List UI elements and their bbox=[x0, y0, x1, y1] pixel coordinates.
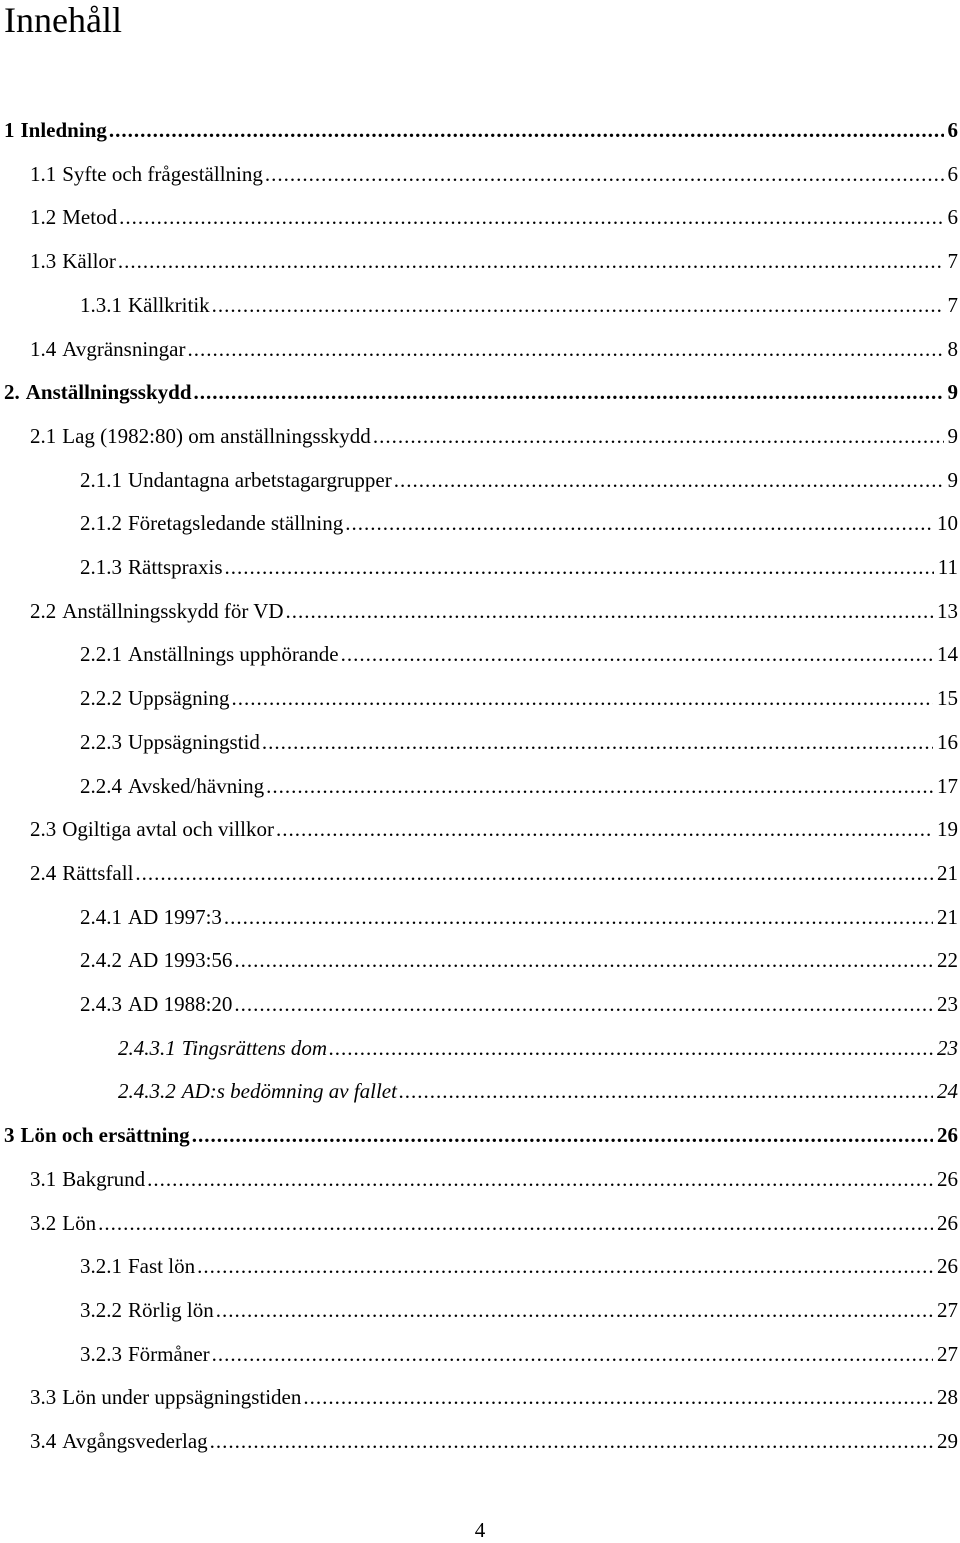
toc-entry-number: 2.2 bbox=[30, 598, 57, 623]
toc-entry-label: Inledning bbox=[20, 118, 107, 142]
toc-entry-page: 8 bbox=[947, 336, 958, 361]
toc-entry-page: 29 bbox=[937, 1429, 958, 1453]
toc-entry-number: 2.3 bbox=[30, 817, 57, 842]
toc-entry-page: 27 bbox=[937, 1297, 958, 1322]
toc-entry[interactable] bbox=[0, 1201, 960, 1245]
toc-entry-label: Källor bbox=[62, 249, 116, 274]
toc-entry[interactable] bbox=[0, 1288, 960, 1332]
toc-entry-page: 19 bbox=[937, 817, 958, 842]
toc-entry-page: 26 bbox=[937, 1123, 958, 1148]
toc-entry-page: 26 bbox=[937, 1166, 958, 1191]
toc-dot-leader bbox=[197, 1244, 933, 1288]
toc-dot-leader bbox=[225, 545, 934, 589]
toc-dot-leader bbox=[265, 152, 944, 196]
toc-entry-label: Anställningsskydd för VD bbox=[62, 598, 284, 623]
toc-entry[interactable] bbox=[0, 676, 960, 720]
toc-dot-leader bbox=[234, 982, 933, 1026]
toc-entry[interactable] bbox=[0, 938, 960, 982]
toc-entry-page: 9 bbox=[947, 380, 958, 405]
toc-entry-number: 2.1.2 bbox=[80, 511, 122, 536]
toc-dot-leader bbox=[216, 1288, 933, 1332]
toc-entry-page: 17 bbox=[937, 773, 958, 798]
toc-dot-leader bbox=[224, 895, 933, 939]
toc-entry-page: 28 bbox=[937, 1385, 958, 1410]
toc-dot-leader bbox=[210, 1419, 933, 1463]
page-number: 4 bbox=[474, 1518, 486, 1542]
toc-entry-page: 24 bbox=[937, 1079, 958, 1104]
toc-dot-leader bbox=[394, 458, 944, 502]
toc-dot-leader bbox=[147, 1157, 933, 1201]
toc-entry-page: 7 bbox=[947, 292, 958, 317]
toc-entry[interactable] bbox=[0, 1113, 960, 1157]
toc-entry[interactable] bbox=[0, 108, 960, 152]
toc-entry[interactable] bbox=[0, 589, 960, 633]
toc-dot-leader bbox=[303, 1375, 933, 1419]
toc-entry-label: Avgångsvederlag bbox=[62, 1429, 208, 1453]
toc-entry[interactable] bbox=[0, 764, 960, 808]
toc-dot-leader bbox=[232, 676, 934, 720]
toc-entry-label: Uppsägning bbox=[128, 686, 230, 711]
toc-entry-label: Lön och ersättning bbox=[20, 1123, 190, 1148]
toc-entry-number: 2.4.3 bbox=[80, 992, 122, 1016]
toc-entry-page: 6 bbox=[947, 205, 958, 230]
toc-entry-page: 26 bbox=[937, 1254, 958, 1279]
toc-dot-leader bbox=[399, 1069, 933, 1113]
page-title: Innehåll bbox=[4, 0, 122, 40]
toc-entry-number: 1.3 bbox=[30, 249, 57, 274]
toc-entry-number: 3.4 bbox=[30, 1429, 57, 1453]
toc-entry-page: 13 bbox=[937, 598, 958, 623]
toc-entry-label: Uppsägningstid bbox=[128, 729, 260, 754]
toc-entry-number: 2.2.4 bbox=[80, 773, 122, 798]
toc-entry-label: Lön bbox=[62, 1210, 97, 1235]
toc-dot-leader bbox=[262, 720, 933, 764]
toc-entry-number: 2.2.1 bbox=[80, 642, 122, 667]
toc-entry-label: Anställnings upphörande bbox=[128, 642, 339, 667]
toc-entry[interactable] bbox=[0, 632, 960, 676]
toc-entry-label: Lag (1982:80) om anställningsskydd bbox=[62, 423, 371, 448]
toc-entry-label: AD 1988:20 bbox=[128, 992, 233, 1016]
toc-entry-page: 16 bbox=[937, 729, 958, 754]
toc-entry[interactable] bbox=[0, 414, 960, 458]
toc-entry-label: AD 1993:56 bbox=[128, 948, 233, 973]
toc-entry-page: 10 bbox=[937, 511, 958, 536]
toc-entry-label: Ogiltiga avtal och villkor bbox=[62, 817, 274, 842]
toc-entry-label: Företagsledande ställning bbox=[128, 511, 344, 536]
toc-entry-label: Förmåner bbox=[128, 1341, 210, 1366]
toc-entry-label: Metod bbox=[62, 205, 118, 230]
toc-dot-leader bbox=[119, 195, 943, 239]
toc-entry-number: 2.1.3 bbox=[80, 555, 122, 579]
toc-entry[interactable] bbox=[0, 807, 960, 851]
toc-dot-leader bbox=[192, 1113, 933, 1157]
toc-entry-page: 6 bbox=[947, 118, 958, 142]
toc-entry[interactable] bbox=[0, 1244, 960, 1288]
toc-entry-number: 1.3.1 bbox=[80, 292, 122, 317]
toc-dot-leader bbox=[98, 1201, 933, 1245]
toc-entry-page: 23 bbox=[937, 992, 958, 1016]
toc-entry-number: 2.1 bbox=[30, 423, 57, 448]
toc-dot-leader bbox=[109, 108, 944, 152]
toc-entry-number: 2.1.1 bbox=[80, 467, 122, 492]
toc-entry-label: Rättsfall bbox=[62, 860, 134, 885]
toc-entry[interactable] bbox=[0, 1069, 960, 1113]
toc-entry[interactable] bbox=[0, 1419, 960, 1463]
toc-entry[interactable] bbox=[0, 501, 960, 545]
toc-entry-number: 2.4.3.1 bbox=[118, 1035, 176, 1060]
toc-entry-page: 7 bbox=[947, 249, 958, 274]
toc-dot-leader bbox=[373, 414, 944, 458]
toc-entry-number: 3.2.1 bbox=[80, 1254, 122, 1279]
toc-entry-page: 14 bbox=[937, 642, 958, 667]
toc-entry-label: Lön under uppsägningstiden bbox=[62, 1385, 302, 1410]
toc-entry[interactable] bbox=[0, 545, 960, 589]
toc-entry-number: 3.2.2 bbox=[80, 1297, 122, 1322]
toc-entry-page: 26 bbox=[937, 1210, 958, 1235]
toc-entry[interactable] bbox=[0, 982, 960, 1026]
toc-entry-label: Anställningsskydd bbox=[25, 380, 192, 405]
toc-entry-number: 2.4.1 bbox=[80, 904, 122, 929]
toc-entry-page: 9 bbox=[947, 423, 958, 448]
toc-entry-number: 2. bbox=[4, 380, 20, 405]
toc-dot-leader bbox=[188, 327, 944, 371]
toc-entry-page: 27 bbox=[937, 1341, 958, 1366]
toc-entry-label: Avgränsningar bbox=[62, 336, 186, 361]
toc-entry-number: 1.4 bbox=[30, 336, 57, 361]
toc-entry-page: 21 bbox=[937, 860, 958, 885]
toc-entry[interactable] bbox=[0, 851, 960, 895]
toc-dot-leader bbox=[276, 807, 933, 851]
toc-entry-number: 3.2 bbox=[30, 1210, 57, 1235]
toc-entry-number: 2.2.3 bbox=[80, 729, 122, 754]
toc-entry-number: 1.1 bbox=[30, 161, 57, 186]
toc-entry-label: Undantagna arbetstagargrupper bbox=[128, 467, 392, 492]
toc-dot-leader bbox=[286, 589, 933, 633]
toc-entry-label: Rörlig lön bbox=[128, 1297, 214, 1322]
toc-entry-label: Källkritik bbox=[128, 292, 210, 317]
toc-entry-number: 3.3 bbox=[30, 1385, 57, 1410]
toc-entry[interactable] bbox=[0, 1332, 960, 1376]
toc-entry-page: 6 bbox=[947, 161, 958, 186]
toc-entry-label: Syfte och frågeställning bbox=[62, 161, 263, 186]
toc-entry[interactable] bbox=[0, 720, 960, 764]
toc-entry-number: 1.2 bbox=[30, 205, 57, 230]
toc-entry[interactable] bbox=[0, 239, 960, 283]
toc-dot-leader bbox=[135, 851, 933, 895]
toc-entry-page: 11 bbox=[937, 555, 958, 579]
toc-dot-leader bbox=[329, 1026, 933, 1070]
toc-entry-page: 15 bbox=[937, 686, 958, 711]
toc-dot-leader bbox=[234, 938, 933, 982]
toc-entry-number: 3 bbox=[4, 1123, 15, 1148]
toc-entry-label: Rättspraxis bbox=[128, 555, 223, 579]
toc-entry-label: Bakgrund bbox=[62, 1166, 146, 1191]
toc-entry-number: 3.1 bbox=[30, 1166, 57, 1191]
toc-entry[interactable] bbox=[0, 1375, 960, 1419]
toc-entry-number: 2.4.2 bbox=[80, 948, 122, 973]
toc-dot-leader bbox=[341, 632, 933, 676]
toc-entry[interactable] bbox=[0, 152, 960, 196]
toc-entry-number: 2.2.2 bbox=[80, 686, 122, 711]
toc-entry-label: Fast lön bbox=[128, 1254, 196, 1279]
toc-entry[interactable] bbox=[0, 895, 960, 939]
toc-entry[interactable] bbox=[0, 458, 960, 502]
toc-entry-page: 9 bbox=[947, 467, 958, 492]
toc-dot-leader bbox=[266, 764, 933, 808]
toc-entry-page: 22 bbox=[937, 948, 958, 973]
toc-entry-label: Avsked/hävning bbox=[128, 773, 265, 798]
toc-entry-number: 2.4 bbox=[30, 860, 57, 885]
toc-entry-number: 3.2.3 bbox=[80, 1341, 122, 1366]
toc-dot-leader bbox=[194, 370, 944, 414]
toc-entry[interactable] bbox=[0, 1026, 960, 1070]
toc-dot-leader bbox=[212, 283, 944, 327]
toc-entry[interactable] bbox=[0, 370, 960, 414]
toc-entry[interactable] bbox=[0, 327, 960, 371]
toc-entry-page: 23 bbox=[937, 1035, 958, 1060]
toc-entry-number: 2.4.3.2 bbox=[118, 1079, 176, 1104]
toc-entry[interactable] bbox=[0, 1157, 960, 1201]
toc-dot-leader bbox=[118, 239, 944, 283]
toc-entry[interactable] bbox=[0, 283, 960, 327]
toc-dot-leader bbox=[345, 501, 933, 545]
toc-entry-label: Tingsrättens dom bbox=[181, 1035, 328, 1060]
toc-dot-leader bbox=[212, 1332, 933, 1376]
toc-entry-label: AD 1997:3 bbox=[128, 904, 222, 929]
toc-entry-label: AD:s bedömning av fallet bbox=[181, 1079, 397, 1104]
toc-entry-number: 1 bbox=[4, 118, 15, 142]
toc-entry-page: 21 bbox=[937, 904, 958, 929]
toc-entry[interactable] bbox=[0, 195, 960, 239]
